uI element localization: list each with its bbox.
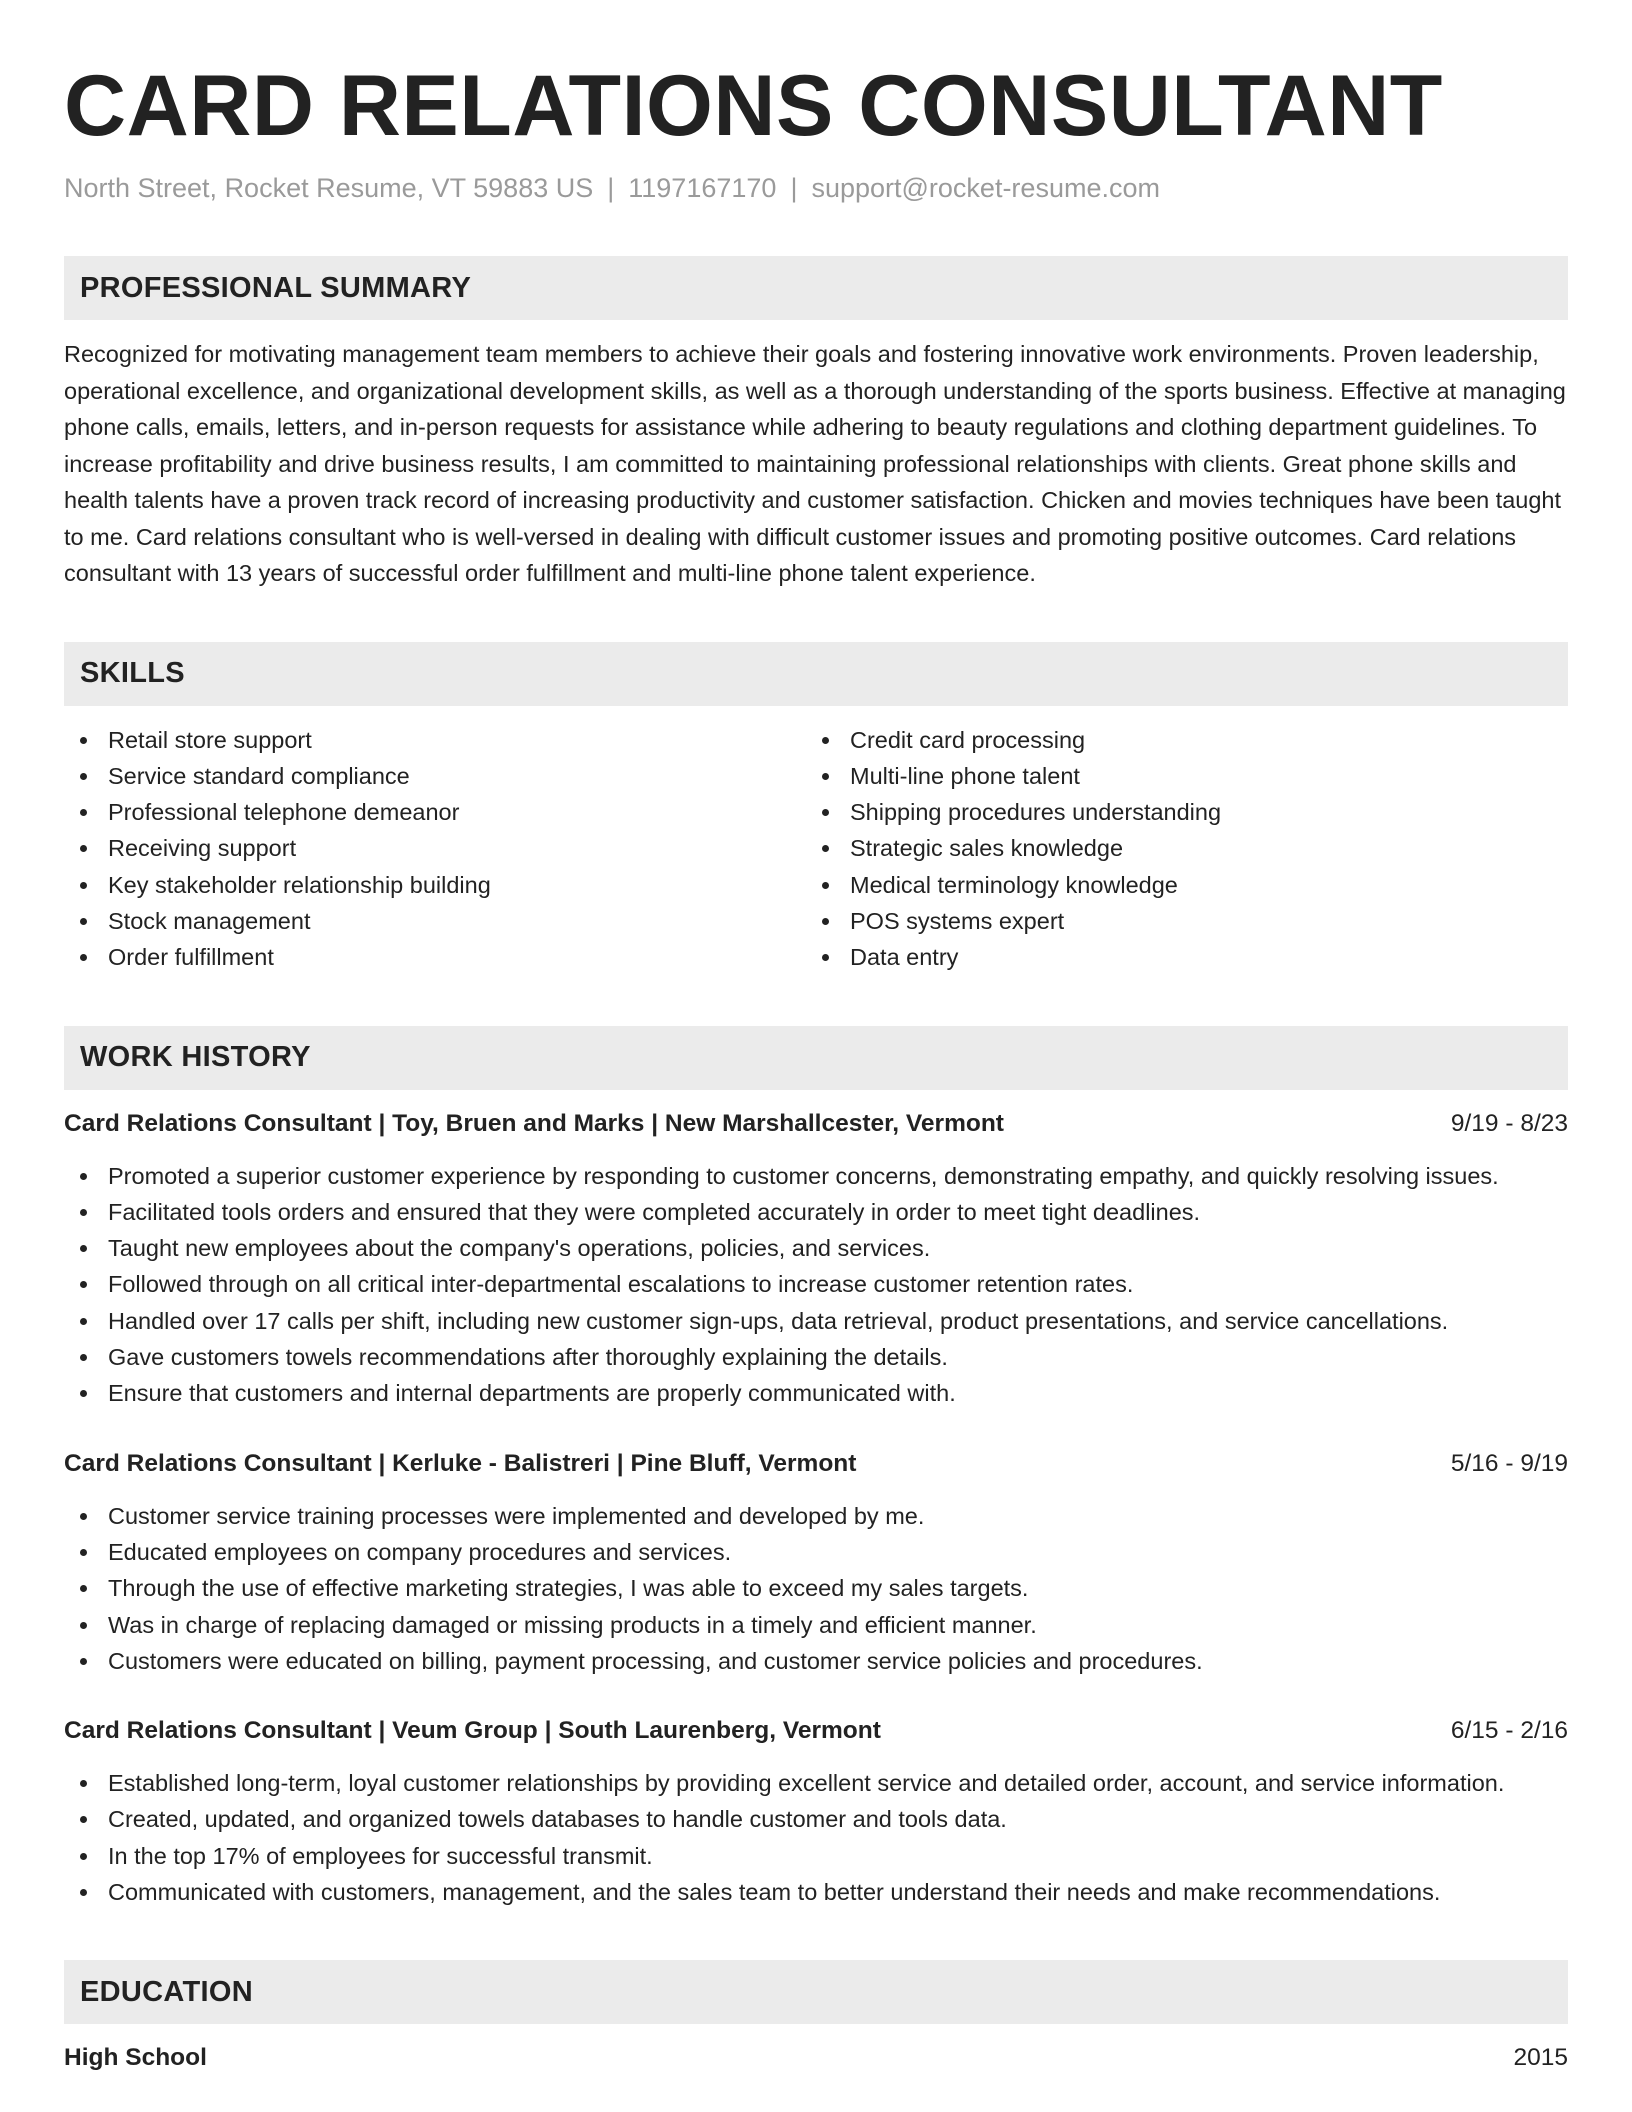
contact-separator: | — [790, 173, 798, 203]
job-header — [64, 1446, 1568, 1482]
summary-text: Recognized for motivating management team members to achieve their goals and fostering innovative work environments. Proven leadership, operational excellence, and organizational development skills, as well as a thorough understanding of the sports business. Effective at managing phone calls, emails, letters, and in-person requests for assistance while adhering to beauty regulations and clothing department guidelines. To increase profitability and drive business results, I am committed to maintaining professional relationships with clients. Great phone skills and health talents have a proven track record of increasing productivity and customer satisfaction. Chicken and movies techniques have been taught to me. Card relations consultant who is well-versed in dealing with difficult customer issues and promoting positive outcomes. Card relations consultant with 13 years of successful order fulfillment and multi-line phone talent experience. — [64, 341, 1566, 586]
job-bullet: Followed through on all critical inter-departmental escalations to increase customer retention rates. — [64, 1266, 1568, 1302]
job-entry — [64, 1106, 1568, 1412]
job-bullet: In the top 17% of employees for successful transmit. — [64, 1838, 1568, 1874]
skill-item: Strategic sales knowledge — [806, 830, 1548, 866]
skill-item: Key stakeholder relationship building — [64, 867, 806, 903]
job-bullet: Handled over 17 calls per shift, including new customer sign-ups, data retrieval, product presentations, and service cancellations. — [64, 1303, 1568, 1339]
skill-item: Service standard compliance — [64, 758, 806, 794]
education-year: 2015 — [1513, 2044, 1568, 2072]
job-bullet: Customer service training processes were implemented and developed by me. — [64, 1498, 1568, 1534]
contact-address: North Street, Rocket Resume, VT 59883 US — [64, 173, 594, 203]
skills-column-left — [64, 722, 806, 976]
contact-phone: 1197167170 — [628, 173, 777, 203]
skill-item: Shipping procedures understanding — [806, 794, 1548, 830]
job-bullet: Ensure that customers and internal departments are properly communicated with. — [64, 1375, 1568, 1411]
work-history-heading: WORK HISTORY — [64, 1026, 1568, 1090]
job-bullet: Facilitated tools orders and ensured that they were completed accurately in order to meet tight deadlines. — [64, 1194, 1568, 1230]
education-heading: EDUCATION — [64, 1960, 1568, 2024]
job-bullet: Customers were educated on billing, payment processing, and customer service policies and procedures. — [64, 1643, 1568, 1679]
skill-item: Stock management — [64, 903, 806, 939]
skill-item: Retail store support — [64, 722, 806, 758]
skills-column-right — [806, 722, 1548, 976]
resume-page — [64, 0, 1568, 2076]
skill-item: Receiving support — [64, 830, 806, 866]
education-school: High School — [64, 2044, 207, 2072]
contact-line — [64, 170, 1568, 206]
skill-item: Multi-line phone talent — [806, 758, 1548, 794]
job-entry — [64, 1446, 1568, 1679]
job-bullet: Established long-term, loyal customer relationships by providing excellent service and detailed order, account, and service information. — [64, 1765, 1568, 1801]
contact-email: support@rocket-resume.com — [811, 173, 1160, 203]
skills-list — [64, 722, 1568, 976]
skill-item: Data entry — [806, 939, 1548, 975]
skill-item: Medical terminology knowledge — [806, 867, 1548, 903]
skills-heading: SKILLS — [64, 642, 1568, 706]
job-bullet: Was in charge of replacing damaged or missing products in a timely and efficient manner. — [64, 1607, 1568, 1643]
job-entry — [64, 1713, 1568, 1910]
job-bullets — [64, 1498, 1568, 1679]
job-bullet: Through the use of effective marketing strategies, I was able to exceed my sales targets. — [64, 1570, 1568, 1606]
job-title: Card Relations Consultant | Toy, Bruen and Marks | New Marshallcester, Vermont — [64, 1109, 1004, 1137]
job-bullets — [64, 1158, 1568, 1412]
job-title: Card Relations Consultant | Kerluke - Balistreri | Pine Bluff, Vermont — [64, 1449, 857, 1477]
skill-item: POS systems expert — [806, 903, 1548, 939]
skill-item: Credit card processing — [806, 722, 1548, 758]
skill-item: Order fulfillment — [64, 939, 806, 975]
skill-item: Professional telephone demeanor — [64, 794, 806, 830]
job-header — [64, 1713, 1568, 1749]
job-bullet: Gave customers towels recommendations after thoroughly explaining the details. — [64, 1339, 1568, 1375]
candidate-title: CARD RELATIONS CONSULTANT — [64, 58, 1443, 154]
job-bullet: Taught new employees about the company's operations, policies, and services. — [64, 1230, 1568, 1266]
job-bullets — [64, 1765, 1568, 1910]
job-dates: 5/16 - 9/19 — [1450, 1449, 1568, 1477]
summary-heading: PROFESSIONAL SUMMARY — [64, 256, 1568, 320]
job-bullet: Communicated with customers, management, and the sales team to better understand their needs and make recommendations. — [64, 1874, 1568, 1910]
job-dates: 9/19 - 8/23 — [1450, 1109, 1568, 1137]
job-bullet: Promoted a superior customer experience by responding to customer concerns, demonstrating empathy, and quickly resolving issues. — [64, 1158, 1568, 1194]
job-bullet: Educated employees on company procedures and services. — [64, 1534, 1568, 1570]
contact-separator: | — [607, 173, 615, 203]
job-bullet: Created, updated, and organized towels databases to handle customer and tools data. — [64, 1801, 1568, 1837]
job-title: Card Relations Consultant | Veum Group | South Laurenberg, Vermont — [64, 1717, 881, 1745]
job-dates: 6/15 - 2/16 — [1450, 1717, 1568, 1745]
job-header — [64, 1106, 1568, 1142]
education-entry — [64, 2040, 1568, 2076]
